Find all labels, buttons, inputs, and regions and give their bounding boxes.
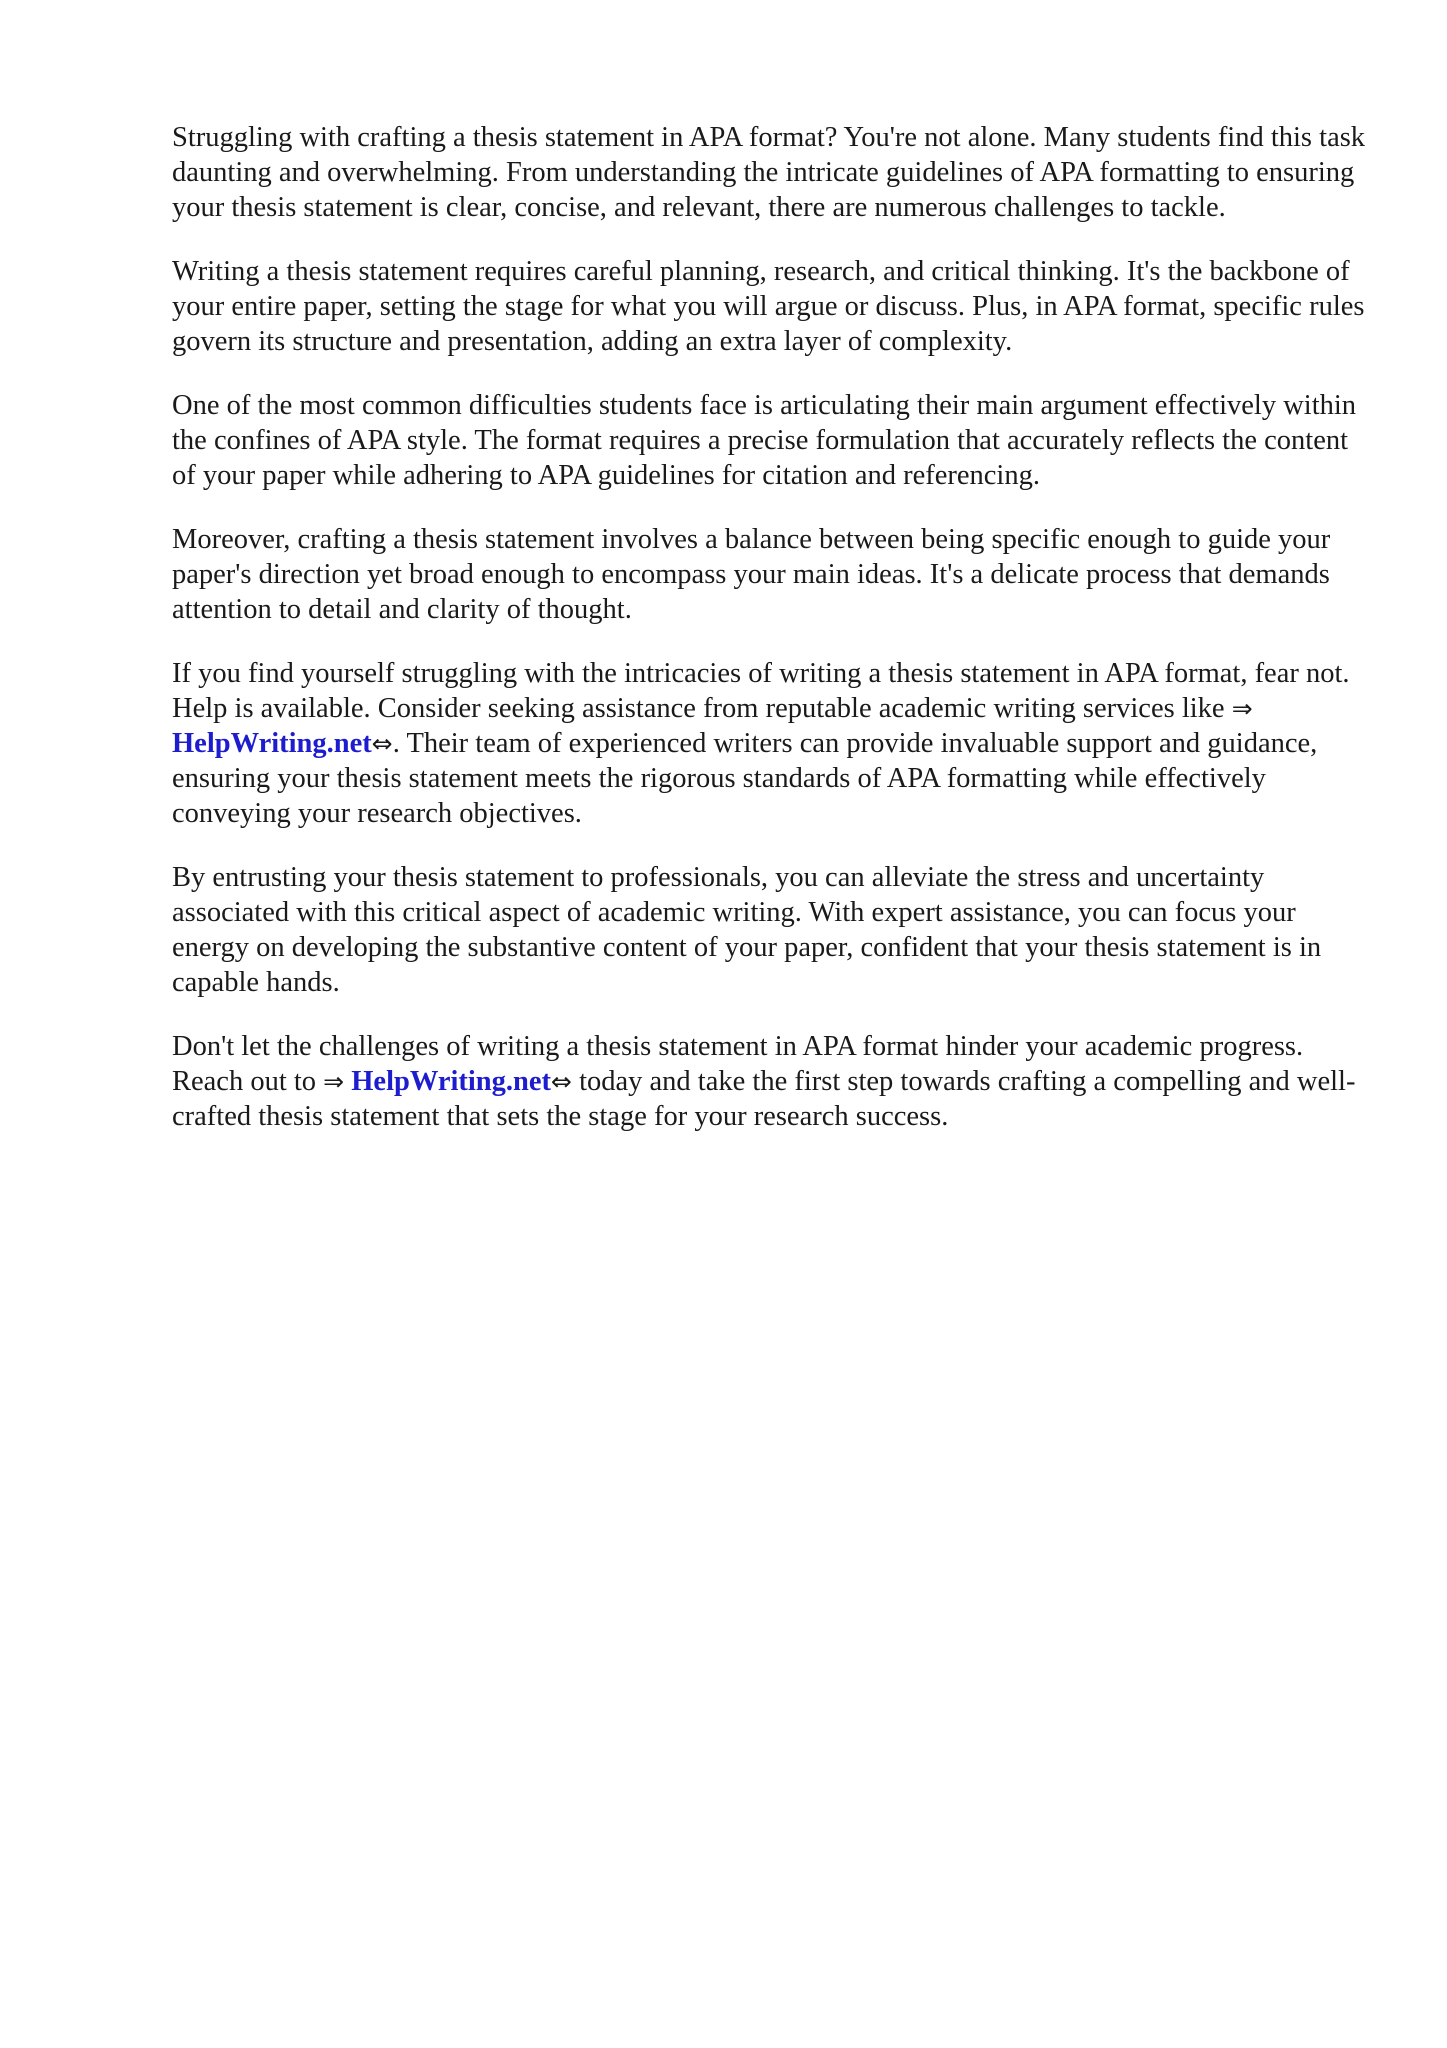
paragraph-writing-thesis: Writing a thesis statement requires careful planning, research, and critical thinking. It's the backbone of your entire paper, setting the stage for what you will argue or discuss. Plus, in APA format, specific rules govern its structure and presentation, adding an extra layer of complexity. — [172, 256, 1365, 357]
arrow-both-icon: ⇔ — [371, 729, 393, 758]
paragraph-help-text-after: . Their team of experienced writers can provide invaluable support and guidance, ensuring your thesis statement meets the rigorous standards of APA formatting while effectively conveying your research objectives. — [172, 728, 1318, 829]
helpwriting-link[interactable]: HelpWriting.net — [172, 728, 372, 759]
helpwriting-link[interactable]: HelpWriting.net — [351, 1066, 552, 1097]
paragraph-reach-text-before: Don't let the challenges of writing a thesis statement in APA format hinder your academic progress. Reach out to — [172, 1031, 1304, 1097]
paragraph-intro: Struggling with crafting a thesis statement in APA format? You're not alone. Many students find this task daunting and overwhelming. From understanding the intricate guidelines of APA formatting to ensuring your thesis statement is clear, concise, and relevant, there are numerous challenges to tackle. — [172, 122, 1366, 223]
arrow-both-icon: ⇔ — [551, 1067, 572, 1096]
arrow-right-icon: ⇒ — [323, 1067, 345, 1096]
paragraph-help-text-before: If you find yourself struggling with the intricacies of writing a thesis statement in APA format, fear not. Help is available. Consider seeking assistance from reputable academic writing services like — [172, 658, 1350, 724]
arrow-right-icon: ⇒ — [1231, 694, 1253, 723]
paragraph-balance: Moreover, crafting a thesis statement involves a balance between being specific enough to guide your paper's direction yet broad enough to encompass your main ideas. It's a delicate process that demands attention to detail and clarity of thought. — [172, 524, 1331, 625]
paragraph-reach-text-after: today and take the first step towards crafting a compelling and well-crafted thesis statement that sets the stage for your research success. — [172, 1066, 1356, 1132]
paragraph-reach-out — [172, 1029, 1367, 1134]
paragraph-entrusting: By entrusting your thesis statement to professionals, you can alleviate the stress and uncertainty associated with this critical aspect of academic writing. With expert assistance, you can focus your energy on developing the substantive content of your paper, confident that your thesis statement is in capable hands. — [172, 862, 1322, 998]
paragraph-help-available — [172, 656, 1367, 831]
document-page — [172, 120, 1367, 1163]
paragraph-difficulties: One of the most common difficulties students face is articulating their main argument effectively within the confines of APA style. The format requires a precise formulation that accurately reflects the content of your paper while adhering to APA guidelines for citation and referencing. — [172, 390, 1357, 491]
